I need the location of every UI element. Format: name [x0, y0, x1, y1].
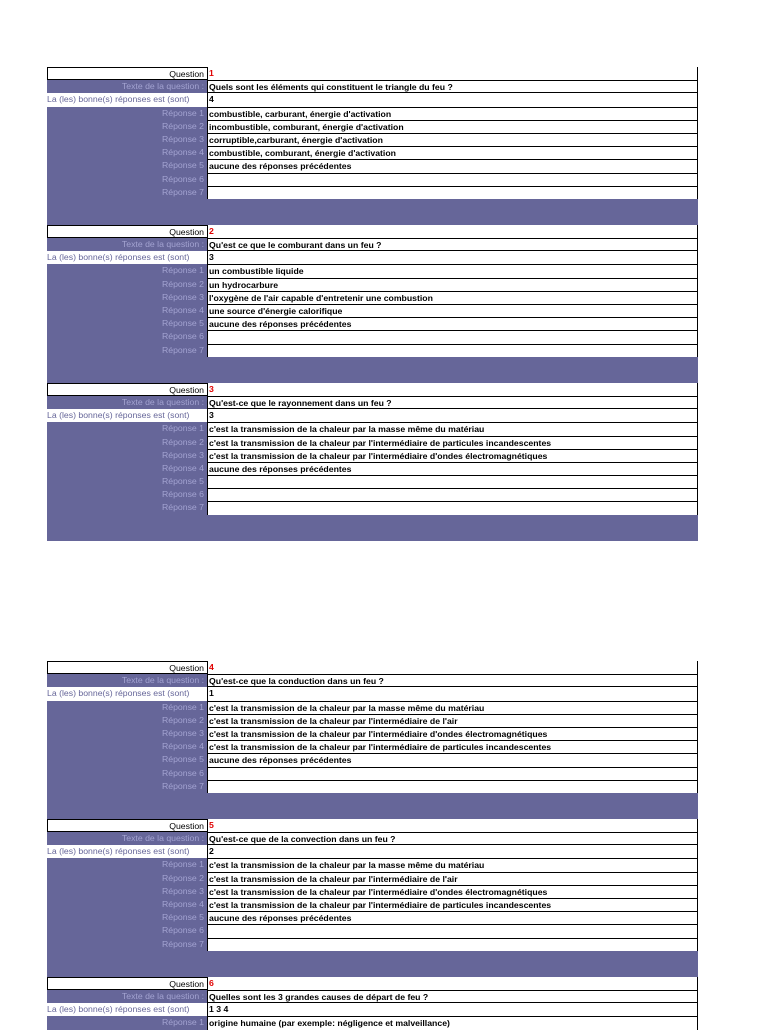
- answer-7-row: [47, 344, 698, 357]
- answer-2-label: Réponse 2: [47, 872, 207, 885]
- question-text-row: [47, 832, 698, 845]
- answer-2-value: c'est la transmission de la chaleur par l'intermédiaire de l'air: [207, 714, 698, 727]
- question-text-value: Qu'est-ce que la conduction dans un feu ?: [207, 674, 698, 687]
- answer-4-row: [47, 146, 698, 159]
- question-number-label: Question: [47, 661, 207, 674]
- answer-6-label: Réponse 6: [47, 488, 207, 501]
- answer-5-row: [47, 159, 698, 172]
- separator-right: [207, 951, 698, 977]
- correct-answers-row: [47, 687, 698, 700]
- question-text-label: Texte de la question :: [47, 238, 207, 251]
- answer-4-label: Réponse 4: [47, 740, 207, 753]
- answer-2-value: incombustible, comburant, énergie d'activation: [207, 120, 698, 133]
- answer-4-value: c'est la transmission de la chaleur par l'intermédiaire de particules incandescentes: [207, 740, 698, 753]
- answer-6-row: [47, 488, 698, 501]
- question-text-row: [47, 80, 698, 93]
- answer-3-value: c'est la transmission de la chaleur par l'intermédiaire d'ondes électromagnétiques: [207, 727, 698, 740]
- question-text-label: Texte de la question :: [47, 674, 207, 687]
- answer-7-row: [47, 501, 698, 514]
- question-number-label: Question: [47, 383, 207, 396]
- answer-4-label: Réponse 4: [47, 898, 207, 911]
- answer-4-value: combustible, comburant, énergie d'activation: [207, 146, 698, 159]
- answer-3-label: Réponse 3: [47, 133, 207, 146]
- answer-1-row: [47, 107, 698, 120]
- answer-6-value: [207, 924, 698, 937]
- answer-1-value: un combustible liquide: [207, 264, 698, 277]
- answer-4-row: [47, 304, 698, 317]
- answer-3-label: Réponse 3: [47, 291, 207, 304]
- answer-5-label: Réponse 5: [47, 911, 207, 924]
- correct-answers-row: [47, 93, 698, 106]
- answer-4-row: [47, 740, 698, 753]
- answer-6-label: Réponse 6: [47, 330, 207, 343]
- answer-4-label: Réponse 4: [47, 304, 207, 317]
- correct-answers-row: [47, 845, 698, 858]
- answer-7-value: [207, 186, 698, 199]
- answer-2-label: Réponse 2: [47, 714, 207, 727]
- separator-right: [207, 199, 698, 225]
- answer-6-row: [47, 767, 698, 780]
- question-number-label: Question: [47, 977, 207, 990]
- answer-4-value: aucune des réponses précédentes: [207, 462, 698, 475]
- answer-3-label: Réponse 3: [47, 727, 207, 740]
- answer-6-label: Réponse 6: [47, 924, 207, 937]
- answer-3-row: [47, 727, 698, 740]
- answer-7-row: [47, 938, 698, 951]
- answer-3-value: c'est la transmission de la chaleur par l'intermédiaire d'ondes électromagnétiques: [207, 449, 698, 462]
- answer-1-value: combustible, carburant, énergie d'activation: [207, 107, 698, 120]
- answer-1-value: c'est la transmission de la chaleur par la masse même du matériau: [207, 701, 698, 714]
- answer-6-row: [47, 330, 698, 343]
- question-number-label: Question: [47, 67, 207, 80]
- answer-2-row: [47, 120, 698, 133]
- answer-3-value: corruptible,carburant, énergie d'activation: [207, 133, 698, 146]
- answer-7-label: Réponse 7: [47, 501, 207, 514]
- question-text-row: [47, 238, 698, 251]
- separator-left: [47, 199, 207, 225]
- answer-5-label: Réponse 5: [47, 475, 207, 488]
- answer-5-label: Réponse 5: [47, 159, 207, 172]
- correct-answers-value: 2: [207, 845, 698, 858]
- correct-answers-value: 1 3 4: [207, 1003, 698, 1016]
- separator-left: [47, 357, 207, 383]
- question-text-value: Quelles sont les 3 grandes causes de départ de feu ?: [207, 990, 698, 1003]
- separator-left: [47, 951, 207, 977]
- answer-6-value: [207, 173, 698, 186]
- answer-1-value: c'est la transmission de la chaleur par la masse même du matériau: [207, 858, 698, 871]
- block-separator: [47, 199, 698, 225]
- answer-3-row: [47, 133, 698, 146]
- question-text-row: [47, 674, 698, 687]
- question-number-row: [47, 977, 698, 990]
- question-number-row: [47, 661, 698, 674]
- answer-3-row: [47, 885, 698, 898]
- question-text-row: [47, 396, 698, 409]
- answer-6-row: [47, 173, 698, 186]
- question-number-row: [47, 225, 698, 238]
- answer-7-value: [207, 938, 698, 951]
- answer-2-value: c'est la transmission de la chaleur par l'intermédiaire de particules incandescentes: [207, 436, 698, 449]
- answer-1-row: [47, 1016, 698, 1029]
- question-number-value: 5: [207, 819, 698, 832]
- answer-7-row: [47, 186, 698, 199]
- answer-4-row: [47, 462, 698, 475]
- answer-5-value: aucune des réponses précédentes: [207, 753, 698, 766]
- answer-2-value: un hydrocarbure: [207, 278, 698, 291]
- correct-answers-value: 3: [207, 409, 698, 422]
- answer-2-label: Réponse 2: [47, 278, 207, 291]
- correct-answers-value: 1: [207, 687, 698, 700]
- answer-5-value: aucune des réponses précédentes: [207, 159, 698, 172]
- question-text-row: [47, 990, 698, 1003]
- answer-1-value: origine humaine (par exemple: négligence et malveillance): [207, 1016, 698, 1029]
- answer-1-label: Réponse 1: [47, 1016, 207, 1029]
- separator-right: [207, 793, 698, 819]
- answer-6-value: [207, 488, 698, 501]
- answer-4-value: une source d'énergie calorifique: [207, 304, 698, 317]
- answer-2-row: [47, 278, 698, 291]
- answer-1-row: [47, 422, 698, 435]
- question-number-value: 6: [207, 977, 698, 990]
- answer-5-row: [47, 753, 698, 766]
- correct-answers-label: La (les) bonne(s) réponses est (sont): [47, 93, 207, 106]
- answer-1-label: Réponse 1: [47, 422, 207, 435]
- answer-3-row: [47, 449, 698, 462]
- question-block: [47, 67, 698, 541]
- answer-7-value: [207, 780, 698, 793]
- correct-answers-label: La (les) bonne(s) réponses est (sont): [47, 251, 207, 264]
- question-number-value: 1: [207, 67, 698, 80]
- question-block: [47, 661, 698, 1030]
- answer-3-label: Réponse 3: [47, 885, 207, 898]
- answer-1-label: Réponse 1: [47, 264, 207, 277]
- question-number-row: [47, 67, 698, 80]
- question-number-value: 4: [207, 661, 698, 674]
- answer-2-label: Réponse 2: [47, 120, 207, 133]
- answer-5-row: [47, 475, 698, 488]
- answer-3-value: c'est la transmission de la chaleur par l'intermédiaire d'ondes électromagnétiques: [207, 885, 698, 898]
- question-text-label: Texte de la question :: [47, 990, 207, 1003]
- question-number-row: [47, 819, 698, 832]
- answer-1-value: c'est la transmission de la chaleur par la masse même du matériau: [207, 422, 698, 435]
- question-text-value: Qu'est-ce que de la convection dans un feu ?: [207, 832, 698, 845]
- correct-answers-label: La (les) bonne(s) réponses est (sont): [47, 687, 207, 700]
- answer-1-label: Réponse 1: [47, 858, 207, 871]
- correct-answers-row: [47, 1003, 698, 1016]
- separator-left: [47, 793, 207, 819]
- answer-7-value: [207, 501, 698, 514]
- answer-7-label: Réponse 7: [47, 344, 207, 357]
- correct-answers-value: 4: [207, 93, 698, 106]
- separator-left: [47, 515, 207, 541]
- correct-answers-value: 3: [207, 251, 698, 264]
- answer-4-row: [47, 898, 698, 911]
- block-separator: [47, 515, 698, 541]
- answer-6-value: [207, 767, 698, 780]
- answer-3-label: Réponse 3: [47, 449, 207, 462]
- answer-3-row: [47, 291, 698, 304]
- answer-7-row: [47, 780, 698, 793]
- question-text-label: Texte de la question :: [47, 396, 207, 409]
- block-separator: [47, 793, 698, 819]
- question-number-value: 3: [207, 383, 698, 396]
- answer-3-value: l'oxygène de l'air capable d'entretenir une combustion: [207, 291, 698, 304]
- answer-5-value: [207, 475, 698, 488]
- block-separator: [47, 357, 698, 383]
- correct-answers-label: La (les) bonne(s) réponses est (sont): [47, 1003, 207, 1016]
- answer-1-label: Réponse 1: [47, 701, 207, 714]
- answer-7-value: [207, 344, 698, 357]
- question-number-label: Question: [47, 225, 207, 238]
- question-number-label: Question: [47, 819, 207, 832]
- question-text-label: Texte de la question :: [47, 832, 207, 845]
- answer-2-row: [47, 872, 698, 885]
- answer-5-label: Réponse 5: [47, 753, 207, 766]
- answer-5-row: [47, 911, 698, 924]
- answer-6-label: Réponse 6: [47, 767, 207, 780]
- question-number-row: [47, 383, 698, 396]
- correct-answers-label: La (les) bonne(s) réponses est (sont): [47, 845, 207, 858]
- correct-answers-label: La (les) bonne(s) réponses est (sont): [47, 409, 207, 422]
- answer-4-label: Réponse 4: [47, 462, 207, 475]
- answer-2-row: [47, 714, 698, 727]
- answer-5-row: [47, 317, 698, 330]
- correct-answers-row: [47, 251, 698, 264]
- separator-right: [207, 515, 698, 541]
- answer-1-row: [47, 264, 698, 277]
- block-separator: [47, 951, 698, 977]
- answer-4-label: Réponse 4: [47, 146, 207, 159]
- answer-2-label: Réponse 2: [47, 436, 207, 449]
- answer-7-label: Réponse 7: [47, 938, 207, 951]
- answer-7-label: Réponse 7: [47, 186, 207, 199]
- answer-6-row: [47, 924, 698, 937]
- answer-5-value: aucune des réponses précédentes: [207, 317, 698, 330]
- answer-4-value: c'est la transmission de la chaleur par l'intermédiaire de particules incandescentes: [207, 898, 698, 911]
- answer-1-label: Réponse 1: [47, 107, 207, 120]
- answer-2-row: [47, 436, 698, 449]
- separator-right: [207, 357, 698, 383]
- answer-6-label: Réponse 6: [47, 173, 207, 186]
- question-number-value: 2: [207, 225, 698, 238]
- answer-2-value: c'est la transmission de la chaleur par l'intermédiaire de l'air: [207, 872, 698, 885]
- answer-5-label: Réponse 5: [47, 317, 207, 330]
- question-text-label: Texte de la question :: [47, 80, 207, 93]
- question-text-value: Qu'est-ce que le rayonnement dans un feu ?: [207, 396, 698, 409]
- question-text-value: Quels sont les éléments qui constituent le triangle du feu ?: [207, 80, 698, 93]
- answer-5-value: aucune des réponses précédentes: [207, 911, 698, 924]
- correct-answers-row: [47, 409, 698, 422]
- answer-7-label: Réponse 7: [47, 780, 207, 793]
- answer-6-value: [207, 330, 698, 343]
- answer-1-row: [47, 858, 698, 871]
- answer-1-row: [47, 701, 698, 714]
- question-text-value: Qu'est ce que le comburant dans un feu ?: [207, 238, 698, 251]
